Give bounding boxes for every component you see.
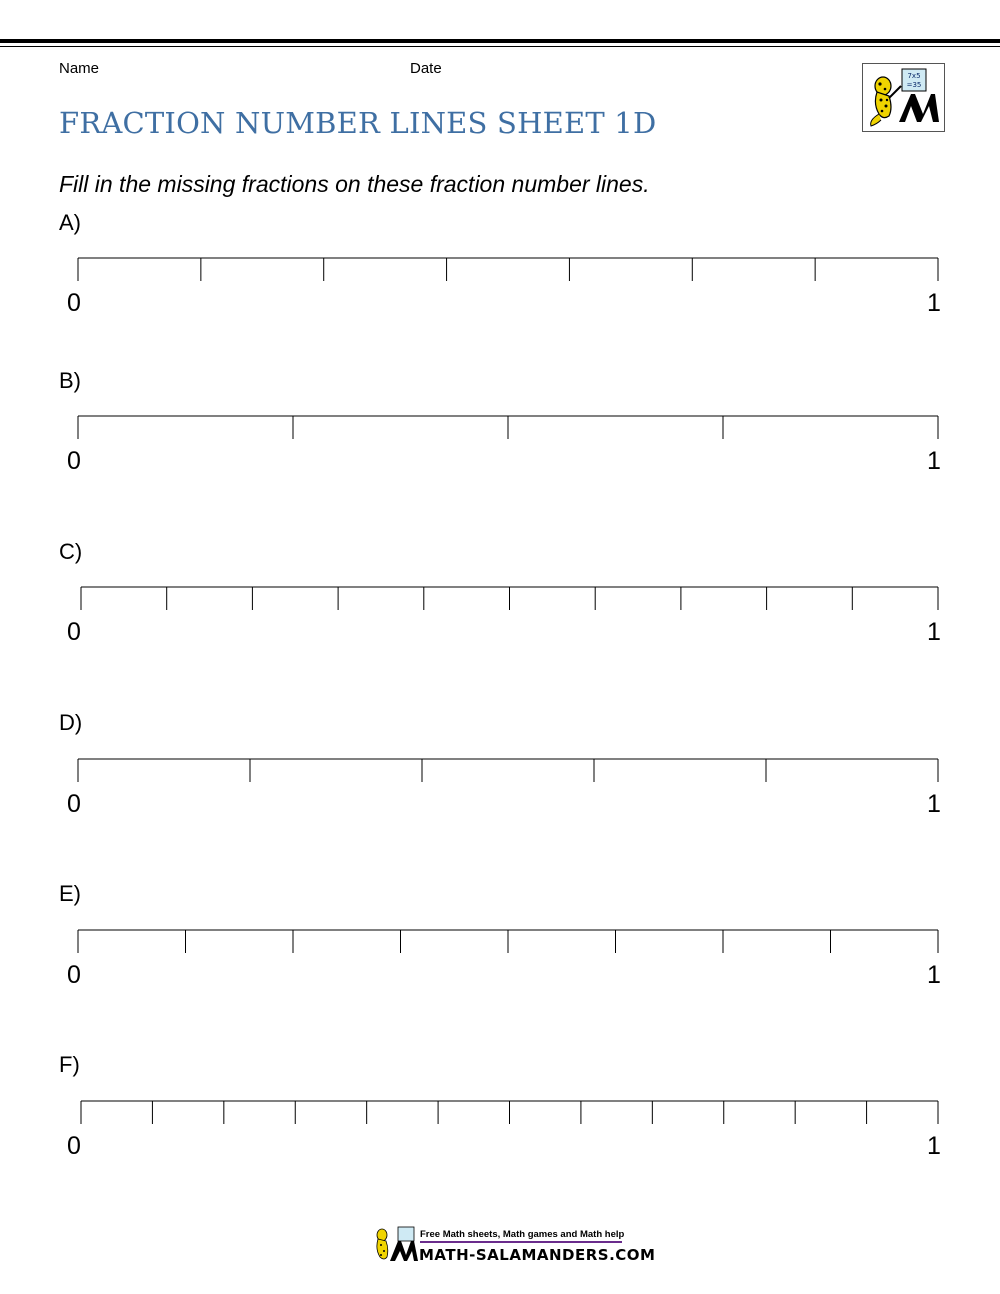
end-label: 1 bbox=[927, 289, 941, 317]
logo-text-bottom: =35 bbox=[906, 81, 922, 89]
number-line bbox=[0, 253, 1000, 323]
footer-tagline: Free Math sheets, Math games and Math help bbox=[420, 1229, 625, 1240]
logo-text-top: 7x5 bbox=[907, 72, 921, 80]
end-label: 1 bbox=[927, 790, 941, 818]
problem-label: C) bbox=[59, 539, 83, 564]
salamander-logo-icon bbox=[372, 1223, 656, 1267]
start-label: 0 bbox=[67, 1132, 81, 1160]
page-title: FRACTION NUMBER LINES SHEET 1D bbox=[59, 106, 657, 140]
date-label: Date bbox=[410, 60, 442, 77]
number-line bbox=[0, 411, 1000, 481]
start-label: 0 bbox=[67, 447, 81, 475]
start-label: 0 bbox=[67, 289, 81, 317]
problem-label: F) bbox=[59, 1052, 80, 1077]
header-logo bbox=[862, 63, 945, 132]
number-line bbox=[0, 1096, 1000, 1166]
start-label: 0 bbox=[67, 618, 81, 646]
salamander-logo-icon bbox=[863, 64, 944, 131]
problem-label: A) bbox=[59, 210, 81, 235]
problem-label: E) bbox=[59, 881, 81, 906]
footer-logo bbox=[372, 1223, 656, 1267]
end-label: 1 bbox=[927, 1132, 941, 1160]
instructions-text: Fill in the missing fractions on these fraction number lines. bbox=[59, 171, 650, 197]
end-label: 1 bbox=[927, 618, 941, 646]
start-label: 0 bbox=[67, 961, 81, 989]
start-label: 0 bbox=[67, 790, 81, 818]
end-label: 1 bbox=[927, 447, 941, 475]
end-label: 1 bbox=[927, 961, 941, 989]
number-line bbox=[0, 925, 1000, 995]
top-rule-thick bbox=[0, 39, 1000, 43]
name-label: Name bbox=[59, 60, 100, 77]
number-line bbox=[0, 754, 1000, 824]
footer-brand: MATH-SALAMANDERS.COM bbox=[419, 1246, 656, 1264]
top-rule-thin bbox=[0, 46, 1000, 47]
problem-label: B) bbox=[59, 368, 81, 393]
problem-label: D) bbox=[59, 710, 83, 735]
number-line bbox=[0, 582, 1000, 652]
